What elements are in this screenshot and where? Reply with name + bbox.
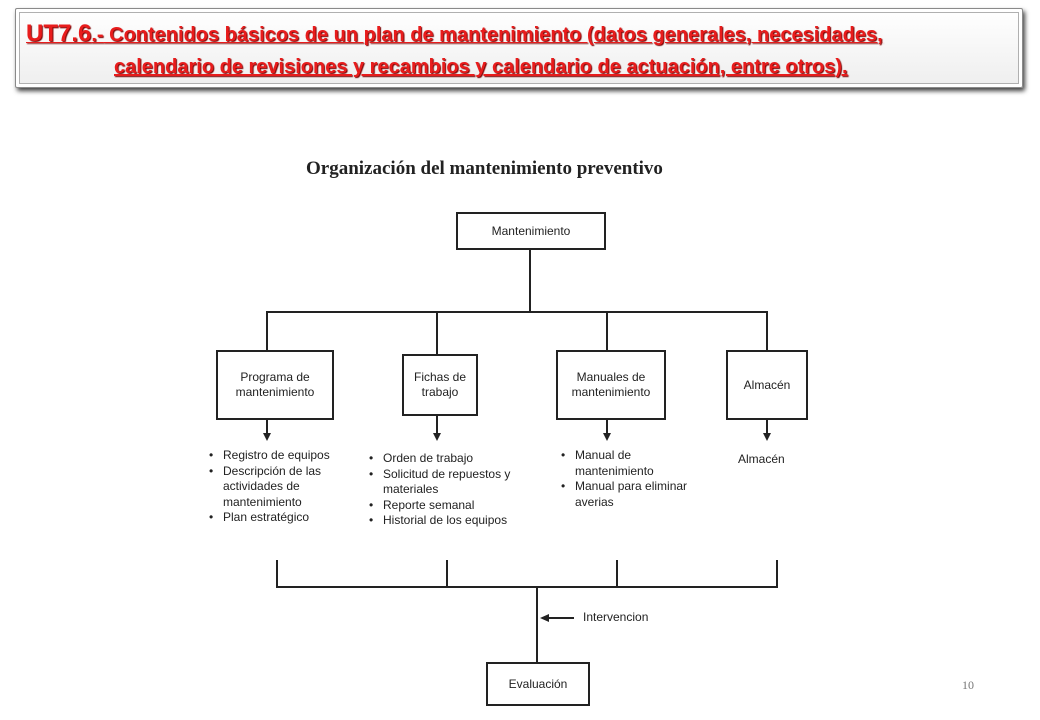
branch-label <box>572 370 651 400</box>
arrow-down-icon <box>433 433 441 441</box>
evaluation-box <box>486 662 590 706</box>
list-item: • Registro de equipos <box>208 448 358 464</box>
list-item: • Plan estratégico <box>208 510 358 526</box>
title-line-1: Contenidos básicos de un plan de mantenimiento (datos generales, necesidades, <box>103 24 883 46</box>
unit-code: UT7.6 <box>26 20 92 47</box>
collector-drop-2 <box>446 560 448 587</box>
slide-title <box>26 19 1016 82</box>
connector-root-down <box>529 250 531 312</box>
branch-label-line-1: Manuales de <box>576 370 646 384</box>
branch-box-programa <box>216 350 334 420</box>
page-number: 10 <box>962 678 974 692</box>
collector-bar <box>276 586 778 588</box>
branch-4-text: Almacén <box>738 452 785 466</box>
arrow-down-icon <box>603 433 611 441</box>
collector-drop-3 <box>616 560 618 587</box>
branch-box-almacen <box>726 350 808 420</box>
list-item: • Historial de los equipos <box>368 513 543 529</box>
arrow-shaft-1 <box>266 420 268 434</box>
connector-branch-2 <box>436 311 438 354</box>
intervention-label: Intervencion <box>583 610 649 624</box>
root-label: Mantenimiento <box>491 223 571 238</box>
branch-label <box>236 370 315 400</box>
connector-branch-bar <box>266 311 768 313</box>
title-banner <box>15 8 1023 88</box>
list-item: • Manual de mantenimiento <box>560 448 690 479</box>
list-item: • Solicitud de repuestos y materiales <box>368 467 543 498</box>
title-separator: .- <box>91 24 104 46</box>
branch-3-list <box>560 448 690 510</box>
list-item: • Manual para eliminar averias <box>560 479 690 510</box>
connector-branch-3 <box>606 311 608 350</box>
branch-label-line-2: trabajo <box>421 385 459 399</box>
intervention-arrow-shaft <box>548 617 574 619</box>
collector-drop-4 <box>776 560 778 587</box>
branch-label <box>414 370 466 400</box>
list-item: • Reporte semanal <box>368 498 543 514</box>
arrow-shaft-3 <box>606 420 608 434</box>
diagram-title: Organización del mantenimiento preventivo <box>306 158 663 179</box>
collector-drop-1 <box>276 560 278 587</box>
evaluation-label: Evaluación <box>508 676 568 691</box>
branch-label-line-1: Programa de <box>240 370 310 384</box>
connector-to-evaluation <box>536 586 538 662</box>
arrow-left-icon <box>540 614 549 622</box>
title-line-2: calendario de revisiones y recambios y calendario de actuación, entre otros). <box>114 56 848 78</box>
branch-box-fichas <box>402 354 478 416</box>
branch-label: Almacén <box>743 377 791 392</box>
list-item: • Orden de trabajo <box>368 451 543 467</box>
connector-branch-1 <box>266 311 268 350</box>
arrow-down-icon <box>263 433 271 441</box>
arrow-down-icon <box>763 433 771 441</box>
branch-label-line-1: Fichas de <box>413 370 467 384</box>
connector-branch-4 <box>766 311 768 350</box>
root-box-mantenimiento <box>456 212 606 250</box>
branch-2-list <box>368 451 543 529</box>
branch-box-manuales <box>556 350 666 420</box>
arrow-shaft-4 <box>766 420 768 434</box>
branch-1-list <box>208 448 358 526</box>
arrow-shaft-2 <box>436 416 438 434</box>
list-item: • Descripción de las actividades de mantenimiento <box>208 464 358 511</box>
branch-label-line-2: mantenimiento <box>571 385 651 399</box>
branch-label-line-2: mantenimiento <box>235 385 315 399</box>
